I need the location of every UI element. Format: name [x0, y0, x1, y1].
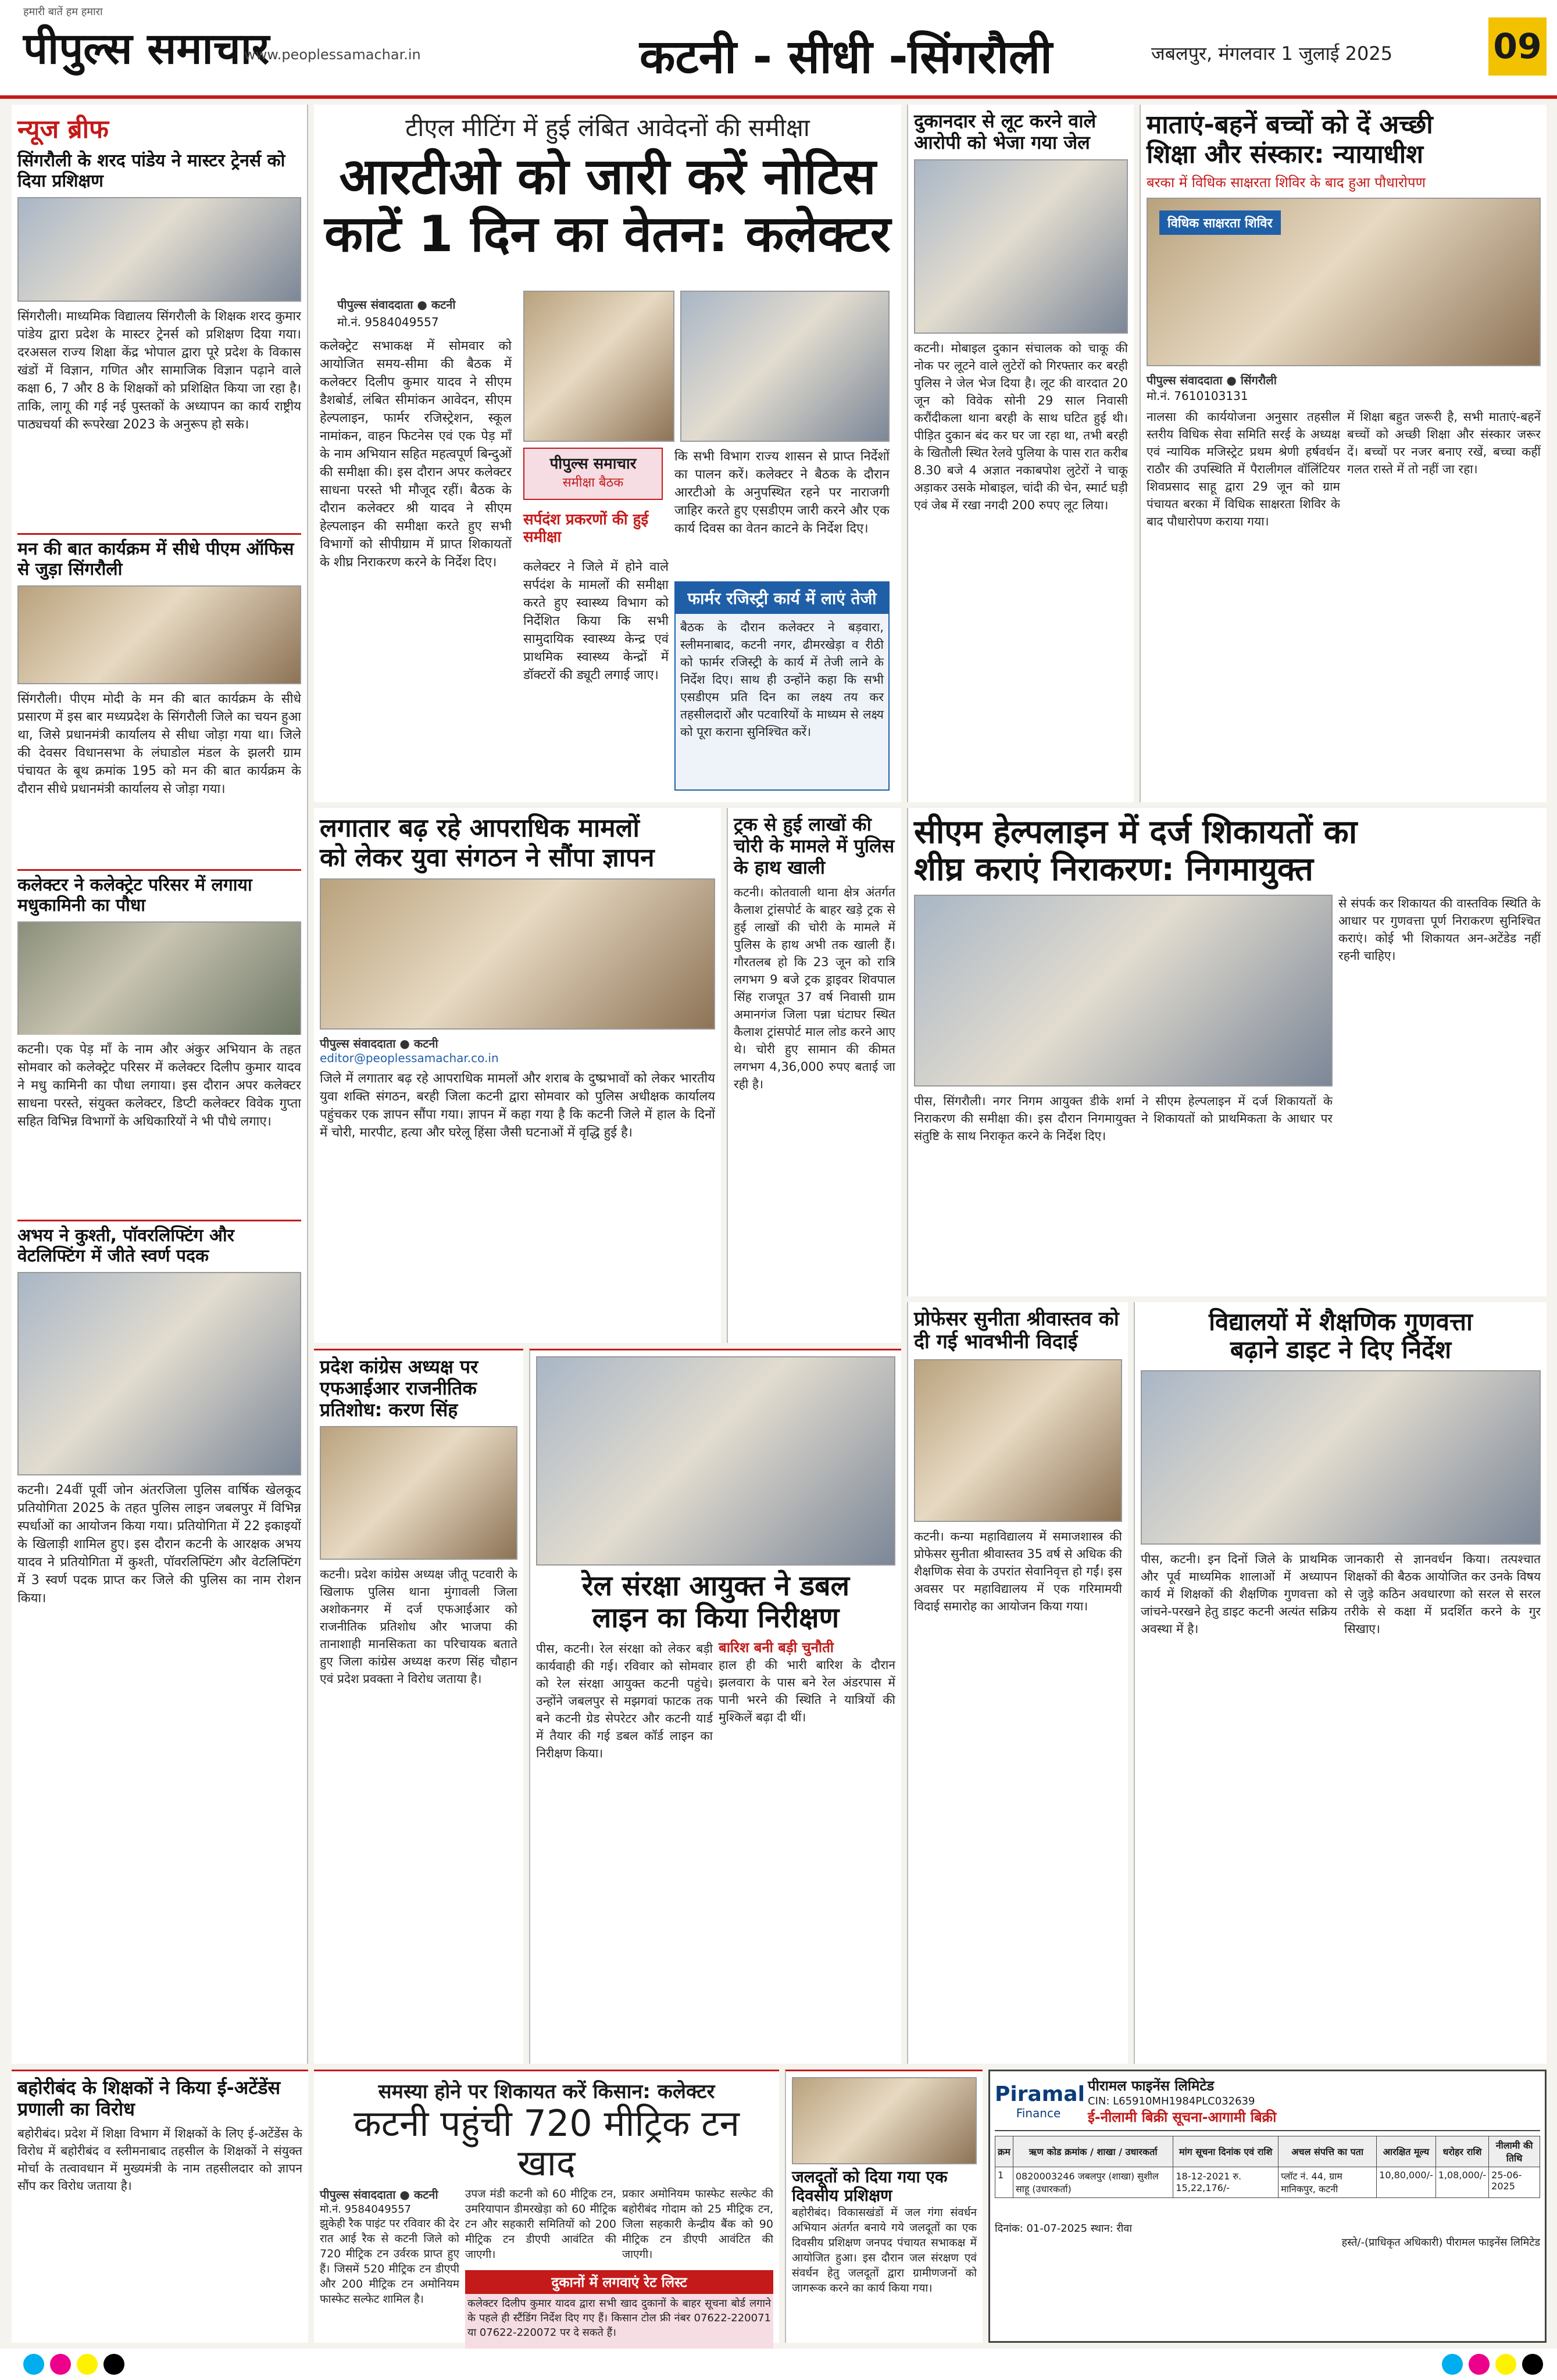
- khad-body-2: उपज मंडी कटनी को 60 मीट्रिक टन, उमरियापान डीमरखेड़ा को 60 मीट्रिक टन और सहकारी समितियों को 200 मीट्रिक टन डीएपी आवंटित की जाएगी।: [465, 2188, 616, 2261]
- farmer-title: फार्मर रजिस्ट्री कार्य में लाएं तेजी: [676, 583, 888, 614]
- brief3-photo: [17, 921, 301, 1038]
- edition-title: कटनी - सीधी -सिंगरौली: [640, 30, 1052, 84]
- lead-subhead: सर्पदंश प्रकरणों की हुई समीक्षा: [523, 511, 649, 546]
- auction-cell-5: 1,08,000/-: [1435, 2167, 1488, 2198]
- nigam-title-1: सीएम हेल्पलाइन में दर्ज शिकायतों का: [914, 813, 1358, 851]
- color-registration-strip: [0, 2349, 1557, 2380]
- farewell-title: प्रोफेसर सुनीता श्रीवास्तव को दी गई भावभीनी विदाई: [914, 1307, 1119, 1354]
- gyapan-story: [314, 808, 721, 1343]
- website-url[interactable]: www.peoplessamachar.in: [244, 47, 421, 63]
- judge-title-1: माताएं-बहनें बच्चों को दें अच्छी: [1147, 110, 1433, 140]
- lead-headline-1: आरटीओ को जारी करें नोटिस: [339, 148, 876, 206]
- diet-photo: [1141, 1370, 1541, 1545]
- page-number: 09: [1488, 17, 1547, 76]
- gyapan-photo: [320, 878, 715, 1030]
- brief4-body: कटनी। 24वीं पूर्वी जोन अंतरजिला पुलिस वार्षिक खेलकूद प्रतियोगिता 2025 के तहत पुलिस लाइन जबलपुर में विभिन्न स्पर्धाओं का आयोजन किया गया। प्रतियोगिता में 22 इकाइयों के खिलाड़ी शामिल हुए। इस दौरान कटनी के आरक्षक अभय यादव ने प्रतियोगिता में कुश्ती, पॉवरलिफ्टिंग और वेटलिफ्टिंग में 3 स्वर्ण पदक प्राप्त कर जिले की पुलिस का नाम रोशन किया।: [17, 1483, 301, 1606]
- truck-body: कटनी। कोतवाली थाना क्षेत्र अंतर्गत कैलाश ट्रांसपोर्ट के बाहर खड़े ट्रक से हुई लाखों की चोरी के मामले में पुलिस के हाथ अभी तक खाली हैं। गौरतलब हो कि 23 जून को रात्रि लगभग 9 बजे ट्रक ड्राइवर शिवपाल सिंह राजपूत 37 वर्ष निवासी ग्राम अमानगंज जिला पन्ना घंटाघर स्थित कैलाश ट्रांसपोर्ट माल लोड करने आए थे। चोरी हुए सामान की कीमत लगभग 4,36,000 रुपए बताई जा रही है।: [734, 885, 895, 1092]
- lead-kicker: टीएल मीटिंग में हुई लंबित आवेदनों की समीक्षा: [405, 113, 810, 142]
- news-brief-column: [12, 105, 308, 1035]
- brief2-title: मन की बात कार्यक्रम में सीधे पीएम ऑफिस से जुड़ा सिंगरौली: [17, 539, 294, 580]
- rail-title-2: लाइन का किया निरीक्षण: [592, 1602, 840, 1635]
- gyapan-email[interactable]: editor@peoplessamachar.co.in: [320, 1051, 499, 1066]
- logo-tagline: हमारी बातें हम हमारा: [23, 6, 103, 18]
- auction-cell-1: 0820003246 जबलपुर (शाखा) सुशील साहू (उधारकर्ता): [1013, 2167, 1173, 2198]
- yellow-dot: [77, 2354, 98, 2375]
- newspaper-logo: पीपुल्स समाचार: [23, 24, 270, 74]
- gyapan-byline: पीपुल्स संवाददाता ● कटनी: [320, 1037, 438, 1051]
- diet-title-1: विद्यालयों में शैक्षणिक गुणवत्ता: [1209, 1307, 1473, 1336]
- gyapan-title-1: लगातार बढ़ रहे आपराधिक मामलों: [320, 813, 640, 843]
- brief2-body: सिंगरौली। पीएम मोदी के मन की बात कार्यक्रम के सीधे प्रसारण में इस बार मध्यप्रदेश के सिंगरौली जिले का चयन हुआ था, जिसे प्रधानमंत्री कार्यालय से सीधा जोड़ा गया था। जिले की देवसर विधानसभा के लंघाडोल मंडल के झलरी ग्राम पंचायत के बूथ क्रमांक 195 को मन की बात कार्यक्रम के दौरान सीधे प्रधानमंत्री कार्यालय से जोड़ा गया।: [17, 692, 301, 796]
- masthead: [0, 0, 1557, 99]
- jal-body: बहोरीबंद। विकासखंडों में जल गंगा संवर्धन अभियान अंतर्गत बनाये गये जलदूतों का एक दिवसीय प्रशिक्षण जनपद पंचायत सभाकक्ष में आयोजित हुआ। इस दौरान जल संरक्षण एवं संवर्धन हेतु जलदूतों द्वारा ग्रामीणजनों को जागरूक करने का कार्य किया गया।: [792, 2206, 977, 2295]
- diet-body: पीस, कटनी। इन दिनों जिले के प्राथमिक और पूर्व माध्यमिक शालाओं में अध्यापन कार्य में शिक्षकों की शैक्षणिक गुणवत्ता को जांचने-परखने हेतु डाइट कटनी अत्यंत सक्रिय अवस्था में है।: [1141, 1552, 1337, 1636]
- nigam-photo: [914, 895, 1333, 1087]
- auction-col-1: ऋण कोड क्रमांक / शाखा / उधारकर्ता: [1013, 2136, 1173, 2167]
- piramal-logo: [995, 2082, 1085, 2120]
- khad-body-3: प्रकार अमोनियम फास्फेट सल्फेट की बहोरीबंद गोदाम को 25 मीट्रिक टन, जिला सहकारी केन्द्रीय बैंक को 90 मीट्रिक टन डीएपी आवंटित की जाएगी।: [622, 2188, 773, 2261]
- farewell-body: कटनी। कन्या महाविद्यालय में समाजशास्त्र की प्रोफेसर सुनीता श्रीवास्तव 35 वर्ष से अधिक की शैक्षणिक सेवा के उपरांत सेवानिवृत्त हो गईं। इस अवसर पर महाविद्यालय में एक गरिमामयी विदाई समारोह का आयोजन किया गया।: [914, 1530, 1122, 1614]
- brief4-title: अभय ने कुश्ती, पॉवरलिफ्टिंग और वेटलिफ्टिंग में जीते स्वर्ण पदक: [17, 1225, 234, 1266]
- rail-body: पीस, कटनी। रेल संरक्षा को लेकर बड़ी कार्यवाही की गई। रविवार को सोमवार को रेल संरक्षा आयुक्त कटनी पहुंचे। उन्होंने जबलपुर से मझगवां फाटक तक बने कटनी ग्रेड सेपरेटर और कटनी यार्ड में तैयार की गई डबल कॉर्ड लाइन का निरीक्षण किया।: [536, 1642, 713, 1761]
- jal-title: जलदूतों को दिया गया एक दिवसीय प्रशिक्षण: [792, 2167, 948, 2206]
- piramal-advertisement: [988, 2070, 1547, 2343]
- rail-title-1: रेल संरक्षा आयुक्त ने डबल: [581, 1570, 850, 1602]
- congress-title-3: प्रतिशोध: करण सिंह: [320, 1398, 458, 1421]
- lead-headline-2: काटें 1 दिन का वेतन: कलेक्टर: [324, 205, 891, 263]
- farmer-box: [674, 581, 890, 791]
- cyan-dot: [1442, 2354, 1463, 2375]
- farewell-photo: [914, 1359, 1122, 1522]
- judge-body-2: में शिक्षा बहुत जरूरी है, सभी माताएं-बहनें बच्चों को अच्छी शिक्षा और संस्कार जरूर दें। बच्चों पर नजर बनाए रखें, बच्चा कहीं गलत रास्ते में तो नहीं जा रहा।: [1347, 410, 1541, 477]
- ad-cin: CIN: L65910MH1984PLC032639: [1088, 2095, 1255, 2107]
- congress-story: [314, 1349, 523, 2064]
- auction-cell-0: 1: [995, 2167, 1013, 2198]
- judge-byline: पीपुल्स संवाददाता ● सिंगरौली: [1147, 373, 1277, 388]
- nigam-body-2: से संपर्क कर शिकायत की वास्तविक स्थिति के आधार पर गुणवत्ता पूर्ण निराकरण सुनिश्चित कराएं। कोई भी शिकायत अन-अटेंडेड नहीं रहनी चाहिए।: [1338, 896, 1541, 963]
- auction-col-6: नीलामी की तिथि: [1489, 2136, 1540, 2167]
- auction-col-0: क्रम: [995, 2136, 1013, 2167]
- review-stamp: [523, 448, 663, 500]
- news-brief-column-2: [12, 1035, 308, 2064]
- lead-body-3: कलेक्टर ने जिले में होने वाले सर्पदंश के मामलों की समीक्षा करते हुए स्वास्थ्य विभाग को निर्देशित किया कि सभी सामुदायिक स्वास्थ्य केन्द्र एवं प्राथमिक स्वास्थ्य केन्द्रों में डॉक्टरों की ड्यूटी लगाई जाए।: [523, 560, 669, 682]
- rate-list-body: कलेक्टर दिलीप कुमार यादव द्वारा सभी खाद दुकानों के बाहर सूचना बोर्ड लगाने के पहले ही स्टैंडिंग निर्देश दिए गए हैं। किसान टोल फ्री नंबर 07622-220071 या 07622-220072 पर दे सकते हैं।: [465, 2294, 773, 2358]
- judge-mobile: मो.नं. 7610103131: [1147, 389, 1248, 403]
- brief1-body: सिंगरौली। माध्यमिक विद्यालय सिंगरौली के शिक्षक शरद कुमार पांडेय द्वारा प्रदेश के मास्टर ट्रेनर्स को प्रशिक्षण दिया गया। दरअसल राज्य शिक्षा केंद्र भोपाल द्वारा पूरे प्रदेश के विकास खंडों में विज्ञान, गणित और सामाजिक विज्ञान पढ़ाने वाले कक्षा 6, 7 और 8 के शिक्षकों को प्रशिक्षित किया जा रहा है। ताकि, लागू की गई नई पुस्तकों के अध्यापन का कार्य राष्ट्रीय पाठ्यचर्या की रूपरेखा 2023 के अनुरूप हो सके।: [17, 309, 301, 432]
- auction-col-4: आरक्षित मूल्य: [1377, 2136, 1436, 2167]
- khad-mobile: मो.नं. 9584049557: [320, 2203, 412, 2216]
- black-dot: [103, 2354, 124, 2375]
- lead-photo-2: [680, 291, 890, 442]
- congress-photo: [320, 1426, 517, 1560]
- truck-story: [727, 808, 901, 1343]
- auction-col-2: मांग सूचना दिनांक एवं राशि: [1173, 2136, 1279, 2167]
- congress-title-2: एफआईआर राजनीतिक: [320, 1377, 477, 1399]
- judge-title-2: शिक्षा और संस्कार: न्यायाधीश: [1147, 139, 1424, 169]
- magenta-dot: [50, 2354, 71, 2375]
- auction-cell-6: 25-06-2025: [1489, 2167, 1540, 2198]
- truck-title: ट्रक से हुई लाखों की चोरी के मामले में पुलिस के हाथ खाली: [734, 813, 895, 878]
- diet-title-2: बढ़ाने डाइट ने दिए निर्देश: [1230, 1335, 1452, 1364]
- lead-photo-1: [523, 291, 674, 442]
- gyapan-title-2: को लेकर युवा संगठन ने सौंपा ज्ञापन: [320, 842, 655, 873]
- gyapan-body: जिले में लगातार बढ़ रहे आपराधिक मामलों और शराब के दुष्प्रभावों को लेकर भारतीय युवा शक्ति संगठन, बरही जिला कटनी द्वारा सोमवार को पुलिस अधीक्षक कार्यालय पहुंचकर एक ज्ञापन सौंपा गया। ज्ञापन में कहा गया है कि कटनी जिले में हाल के दिनों में चोरी, मारपीट, हत्या और घरेलू हिंसा जैसी घटनाओं में वृद्धि हुई है।: [320, 1071, 715, 1141]
- judge-photo: [1147, 198, 1541, 366]
- yellow-dot: [1495, 2354, 1516, 2375]
- jal-story: [785, 2070, 983, 2343]
- khad-headline: कटनी पहुंची 720 मीट्रिक टन खाद: [353, 2102, 740, 2185]
- rail-photo: [536, 1356, 895, 1566]
- auction-col-3: अचल संपत्ति का पता: [1279, 2136, 1377, 2167]
- farewell-story: [907, 1302, 1128, 2064]
- black-dot: [1522, 2354, 1543, 2375]
- bahori-story: [12, 2070, 308, 2343]
- diet-story: [1134, 1302, 1547, 2064]
- brief4-photo: [17, 1272, 301, 1475]
- jail-story: [907, 105, 1134, 802]
- ad-company: पीरामल फाइनेंस लिमिटेड: [1088, 2078, 1215, 2094]
- brief1-title: सिंगरौली के शरद पांडेय ने मास्टर ट्रेनर्स को दिया प्रशिक्षण: [17, 151, 285, 191]
- diet-body-2: जानकारी से ज्ञानवर्धन किया। तत्पश्चात शिक्षकों की बैठक आयोजित कर उनके विषय से जुड़े कठिन अवधारणा को सरल से सरल तरीके से कक्षा में प्रदर्शित करने के गुर सिखाए।: [1344, 1552, 1541, 1636]
- khad-byline: पीपुल्स संवाददाता ● कटनी: [320, 2188, 438, 2202]
- brief-label: न्यूज ब्रीफ: [17, 115, 109, 144]
- congress-title-1: प्रदेश कांग्रेस अध्यक्ष पर: [320, 1356, 478, 1378]
- auction-cell-4: 10,80,000/-: [1377, 2167, 1436, 2198]
- judge-story: [1140, 105, 1547, 802]
- jail-title: दुकानदार से लूट करने वाले आरोपी को भेजा गया जेल: [914, 110, 1097, 153]
- ad-title: ई-नीलामी बिक्री सूचना-आगामी बिक्री: [1088, 2109, 1277, 2125]
- khad-kicker: समस्या होने पर शिकायत करें किसान: कलेक्टर: [378, 2080, 715, 2103]
- nigam-title-2: शीघ्र कराएं निराकरण: निगमायुक्त: [914, 850, 1313, 889]
- issue-date: जबलपुर, मंगलवार 1 जुलाई 2025: [1151, 42, 1393, 65]
- auction-table: [995, 2136, 1540, 2198]
- piramal-brand: Piramal: [995, 2082, 1085, 2106]
- literacy-banner: विधिक साक्षरता शिविर: [1159, 210, 1281, 235]
- auction-cell-2: 18-12-2021 रु. 15,22,176/-: [1173, 2167, 1279, 2198]
- ad-footer: दिनांक: 01-07-2025 स्थान: रीवा: [995, 2222, 1133, 2235]
- lead-mobile: मो.नं. 9584049557: [337, 315, 439, 329]
- brief3-body: कटनी। एक पेड़ माँ के नाम और अंकुर अभियान के तहत सोमवार को कलेक्ट्रेट परिसर में कलेक्टर दिलीप कुमार यादव ने मधु कामिनी का पौधा लगाया। इस दौरान अपर कलेक्टर साधना परस्ते, संयुक्त कलेक्टर, डिप्टी कलेक्टर विवेक गुप्ता सहित विभिन्न विभागों के अधिकारियों ने भी पौधे लगाए।: [17, 1042, 301, 1129]
- jail-photo: [914, 159, 1128, 334]
- stamp-text: पीपुल्स समाचार: [549, 455, 637, 473]
- brief3-title: कलेक्टर ने कलेक्ट्रेट परिसर में लगाया मधुकामिनी का पौधा: [17, 875, 252, 916]
- lead-story: [314, 105, 901, 802]
- judge-subtitle: बरका में विधिक साक्षरता शिविर के बाद हुआ पौधारोपण: [1147, 174, 1426, 191]
- auction-col-5: धरोहर राशि: [1435, 2136, 1488, 2167]
- farmer-body: बैठक के दौरान कलेक्टर ने बड़वारा, स्लीमनाबाद, कटनी नगर, ढीमरखेड़ा व रीठी को फार्मर रजिस्ट्री के कार्य में तेजी लाने के निर्देश दिए। साथ ही उन्होंने कहा कि सभी एसडीएम प्रति दिन का लक्ष्य तय कर तहसीलदारों और पटवारियों के माध्यम से लक्ष्य को पूरा कराना सुनिश्चित करें।: [680, 620, 884, 739]
- rail-body-2: हाल ही की भारी बारिश के दौरान झलवारा के पास बने रेल अंडरपास में पानी भरने की स्थिति ने यात्रियों की मुश्किलें बढ़ा दी थीं।: [719, 1657, 895, 1724]
- lead-byline: पीपुल्स संवाददाता ● कटनी: [337, 298, 456, 312]
- bahori-title: बहोरीबंद के शिक्षकों ने किया ई-अटेंडेंस प्रणाली का विरोध: [17, 2077, 281, 2120]
- magenta-dot: [1469, 2354, 1490, 2375]
- congress-body: कटनी। प्रदेश कांग्रेस अध्यक्ष जीतू पटवारी के खिलाफ पुलिस थाना मुंगावली जिला अशोकनगर में दर्ज एफआईआर को राजनीतिक प्रतिशोध और भाजपा की तानाशाही मानसिकता का परिचायक बताते हुए जिला कांग्रेस अध्यक्ष करण सिंह चौहान एवं प्रदेश प्रवक्ता ने विरोध जताया है।: [320, 1567, 517, 1686]
- ad-sign: हस्ते/-(प्राधिकृत अधिकारी) पीरामल फाइनेंस लिमिटेड: [1341, 2236, 1540, 2249]
- rail-subhead: बारिश बनी बड़ी चुनौती: [719, 1639, 834, 1656]
- auction-cell-3: प्लॉट नं. 44, ग्राम मानिकपुर, कटनी: [1279, 2167, 1377, 2198]
- nigam-body: पीस, सिंगरौली। नगर निगम आयुक्त डीके शर्मा ने सीएम हेल्पलाइन में दर्ज शिकायतों के निराकरण की समीक्षा की। इस दौरान निगमायुक्त ने शिकायतों को प्राथमिकता के आधार पर संतुष्टि के साथ निराकृत करने के निर्देश दिए।: [914, 1093, 1333, 1143]
- bahori-body: बहोरीबंद। प्रदेश में शिक्षा विभाग में शिक्षकों के लिए ई-अटेंडेंस के विरोध में बहोरीबंद व स्लीमनाबाद तहसील के शिक्षकों ने संयुक्त मोर्चा के तत्वावधान में मुख्यमंत्री के नाम तहसीलदार को ज्ञापन सौंप कर विरोध जताया है।: [17, 2126, 302, 2193]
- stamp-text-2: समीक्षा बैठक: [562, 476, 624, 490]
- cyan-dot: [23, 2354, 44, 2375]
- khad-body: झुकेही रैक पाइंट पर रविवार की देर रात आई रैक से कटनी जिले को 720 मीट्रिक टन उर्वरक प्राप्त हुए हैं। जिसमें 520 मीट्रिक टन डीएपी और 200 मीट्रिक टन अमोनियम फास्फेट सल्फेट शामिल है।: [320, 2217, 459, 2306]
- nigam-story: [907, 808, 1547, 1296]
- piramal-brand-2: Finance: [1016, 2106, 1061, 2120]
- jal-photo: [792, 2077, 977, 2164]
- brief2-photo: [17, 585, 301, 684]
- khad-story: [314, 2070, 779, 2343]
- brief1-photo: [17, 197, 301, 302]
- jail-body: कटनी। मोबाइल दुकान संचालक को चाकू की नोक पर लूटने वाले लुटेरों को गिरफ्तार कर बरही पुलिस ने जेल भेज दिया है। लूट की वारदात 20 जून को विवेक सोनी 29 साल निवासी करौंदीकला थाना बरही के साथ घटित हुई थी। पीड़ित दुकान बंद कर घर जा रहा था, तभी बरही के खितौली स्थित रेलवे पुलिया के पास रात करीब 8.30 बजे 4 अज्ञात नकाबपोश लुटेरों ने चाकू अड़ाकर उसके मोबाइल, चांदी की चेन, स्मार्ट घड़ी एवं जेब में रखा नगदी 200 रुपए लूट लिया।: [914, 341, 1128, 512]
- judge-body: नालसा की कार्ययोजना अनुसार तहसील स्तरीय विधिक सेवा समिति सरई के अध्यक्ष एवं न्यायिक मजिस्ट्रेट प्रथम श्रेणी हर्षवर्धन राठौर की उपस्थिति में पैरालीगल वॉलिंटियर शिवप्रसाद साहू द्वारा 29 जून को ग्राम पंचायत बरका में विधिक साक्षरता शिविर के बाद पौधारोपण कराया गया।: [1147, 410, 1340, 529]
- lead-body-1: कलेक्ट्रेट सभाकक्ष में सोमवार को आयोजित समय-सीमा की बैठक में कलेक्टर दिलीप कुमार यादव ने सीएम डैशबोर्ड, लंबित सीमांकन आवेदन, सीएम हेल्पलाइन, फार्मर रजिस्ट्रेशन, स्कूल नामांकन, वाहन फिटनेस एवं एक पेड़ माँ के नाम अभियान सहित महत्वपूर्ण बिन्दुओं की समीक्षा की। इस दौरान अपर कलेक्टर साधना परस्ते भी मौजूद रहीं। बैठक के दौरान कलेक्टर श्री यादव ने सीएम हेल्पलाइन की समीक्षा करते हुए सभी विभागों को सीपीग्राम में प्राप्त शिकायतों के शीघ्र निराकरण करने के निर्देश दिए।: [320, 339, 512, 570]
- rail-story: [529, 1349, 901, 2064]
- rate-list-title: दुकानों में लगवाएं रेट लिस्ट: [465, 2270, 773, 2294]
- lead-body-2: कि सभी विभाग राज्य शासन से प्राप्त निर्देशों का पालन करें। कलेक्टर ने बैठक के दौरान आरटीओ के अनुपस्थित रहने पर नाराजगी जाहिर करते हुए एसडीएम जारी करने और एक कार्य दिवस का वेतन काटने के निर्देश दिए।: [674, 449, 890, 536]
